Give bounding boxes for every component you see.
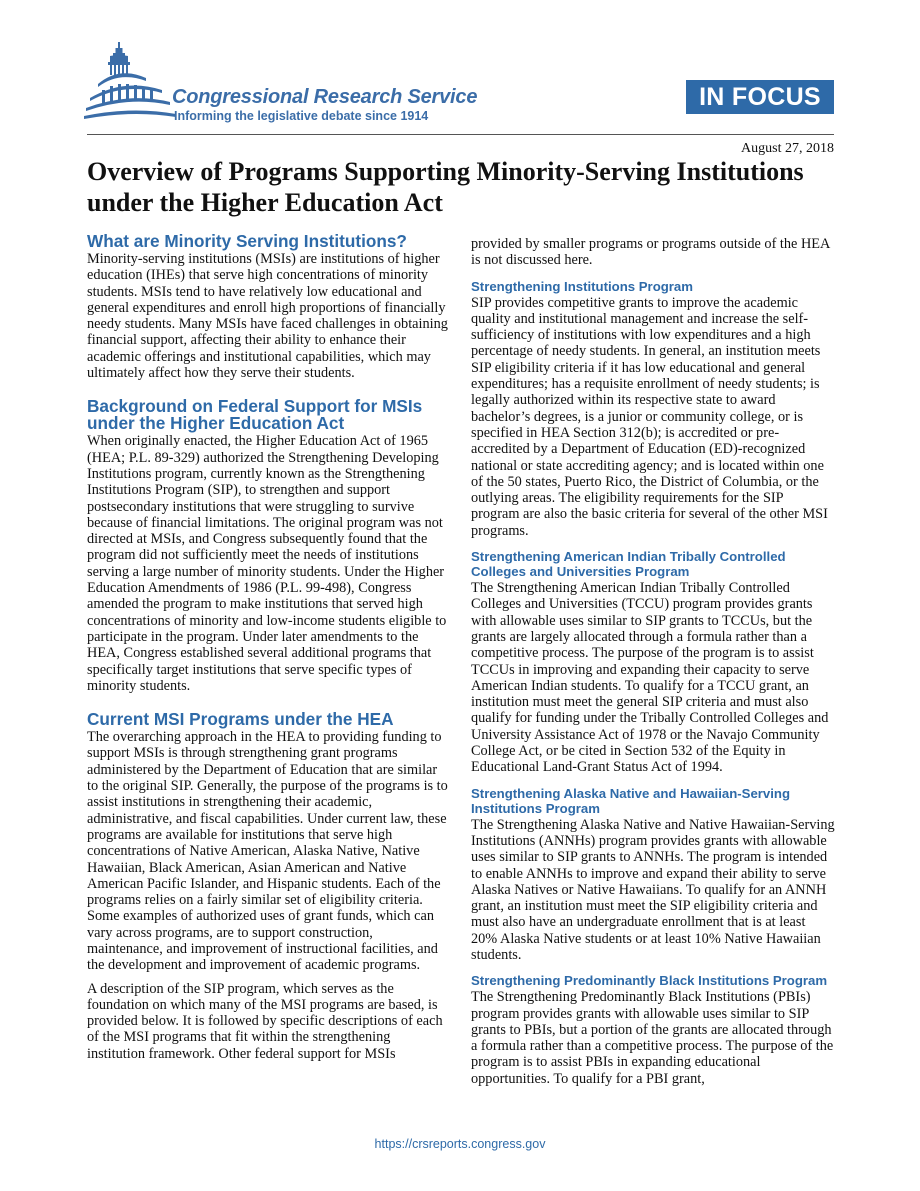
heading-annh: Strengthening Alaska Native and Hawaiian-Serving Institutions Program <box>471 785 791 816</box>
heading-sip: Strengthening Institutions Program <box>471 278 693 294</box>
paragraph-background: When originally enacted, the Higher Education Act of 1965 (HEA; P.L. 89-329) authorized the Strengthening Developing Institutions program, currently known as the Strengthening Institutions Program (SIP), to strengthen and support postsecondary institutions that were struggling to survive because of financial limitations. The original program was not directed at MSIs, and Congress subsequently found that the program did not sufficiently meet the needs of institutions serving a large number of minority students. Under the Higher Education Amendments of 1986 (P.L. 99-498), Congress amended the program to make institutions that served high concentrations of minority and low-income students eligible to participate in the program. Under later amendments to the HEA, Congress established several additional programs that specifically target institutions that serve specific types of minority students. <box>87 433 447 694</box>
heading-background: Background on Federal Support for MSIs under the Higher Education Act <box>87 396 423 434</box>
paragraph-current-programs-2: A description of the SIP program, which serves as the foundation on which many of the MSI programs are based, is provided below. It is followed by specific descriptions of each of the MSI programs that fit within the strengthening institution framework. Other federal support for MSIs <box>87 980 443 1062</box>
header-divider <box>87 134 834 135</box>
paragraph-what-are-msis: Minority-serving institutions (MSIs) are institutions of higher education (IHEs) that serve high concentrations of minority students. MSIs tend to have relatively low educational and general expenditures and enroll high proportions of financially needy students. Many MSIs have faced challenges in obtaining financial support, affecting their ability to enhance their academic offerings and institutional capabilities, which may ultimately affect how they serve their students. <box>87 251 448 382</box>
paragraph-annh: The Strengthening Alaska Native and Native Hawaiian-Serving Institutions (ANNHs) program provides grants with allowable uses similar to SIP grants to ANNHs. The program is intended to enable ANNHs to improve and expand their ability to serve Alaska Natives or Native Hawaiians. To qualify for an ANNH grant, an institution must meet the SIP eligibility criteria and must also have an undergraduate enrollment that is at least 20% Alaska Native students or at least 10% Native Hawaiian students. <box>471 816 835 963</box>
paragraph-continued: provided by smaller programs or programs outside of the HEA is not discussed here. <box>471 236 830 269</box>
paragraph-current-programs-1: The overarching approach in the HEA to providing funding to support MSIs is through strengthening grant programs administered by the Department of Education that are similar to the original SIP. Generally, the purpose of the programs is to assist institutions in strengthening their academic, administrative, and fiscal capabilities. Under current law, these programs are available for institutions that serve high concentrations of Native American, Alaska Native, Native Hawaiian, Black American, Asian American and Native American Pacific Islander, and Hispanic students. Each of the programs relies on a fairly similar set of eligibility criteria. Some examples of authorized uses of grant funds, which can vary across programs, are to support construction, maintenance, and improvement of instructional facilities, and the development and improvement of academic programs. <box>87 729 448 974</box>
in-focus-badge: IN FOCUS <box>686 80 834 114</box>
capitol-dome-icon <box>84 40 184 132</box>
heading-what-are-msis: What are Minority Serving Institutions? <box>87 231 407 251</box>
heading-current-programs: Current MSI Programs under the HEA <box>87 709 394 730</box>
publication-date: August 27, 2018 <box>741 141 834 156</box>
paragraph-sip: SIP provides competitive grants to improve the academic quality and institutional management and increase the self-sufficiency of institutions with low expenditures and a high percentage of needy students. In general, an institution meets SIP eligibility criteria if it has low educational and general expenditures; has a requisite enrollment of needy students; is legally authorized within its respective state to award bachelor’s degrees, is a junior or community college, or is specified in HEA Section 312(b); is accredited or pre-accredited by a Department of Education (ED)-recognized national or state accrediting agency; and is located within one of the 50 states, Puerto Rico, the District of Columbia, or the outlying areas. The eligibility requirements for the SIP program are also the basic criteria for several of the other MSI programs. <box>471 294 828 539</box>
paragraph-tccu: The Strengthening American Indian Tribally Controlled Colleges and Universities (TCCU) program provides grants with allowable uses similar to SIP grants to TCCUs, but the grants are largely allocated through a formula rather than a competitive process. The purpose of the program is to assist TCCUs in improving and expanding their capacity to serve American Indian students. To qualify for a TCCU grant, an institution must meet the general SIP criteria and must also qualify for funding under the Tribally Controlled Colleges and University Assistance Act of 1978 or the Navajo Community College Act, or be cited in Section 532 of the Equity in Educational Land-Grant Status Act of 1994. <box>471 580 829 776</box>
left-column <box>87 233 449 1069</box>
heading-pbi: Strengthening Predominantly Black Institutions Program <box>471 973 828 989</box>
org-name: Congressional Research Service <box>172 86 478 108</box>
footer-url-link[interactable]: https://crsreports.congress.gov <box>374 1137 546 1151</box>
right-column <box>471 236 835 1094</box>
paragraph-pbi: The Strengthening Predominantly Black Institutions (PBIs) program provides grants with allowable uses similar to SIP grants to PBIs, but a portion of the grants are allocated through a formula rather than a competitive process. The purpose of the program is to assist PBIs in expanding educational opportunities. To qualify for a PBI grant, <box>471 989 834 1087</box>
org-tagline: Informing the legislative debate since 1914 <box>174 109 429 123</box>
page-title: Overview of Programs Supporting Minority-Serving Institutions under the Higher Education Act <box>87 157 804 217</box>
heading-tccu: Strengthening American Indian Tribally Controlled Colleges and Universities Program <box>471 549 786 580</box>
